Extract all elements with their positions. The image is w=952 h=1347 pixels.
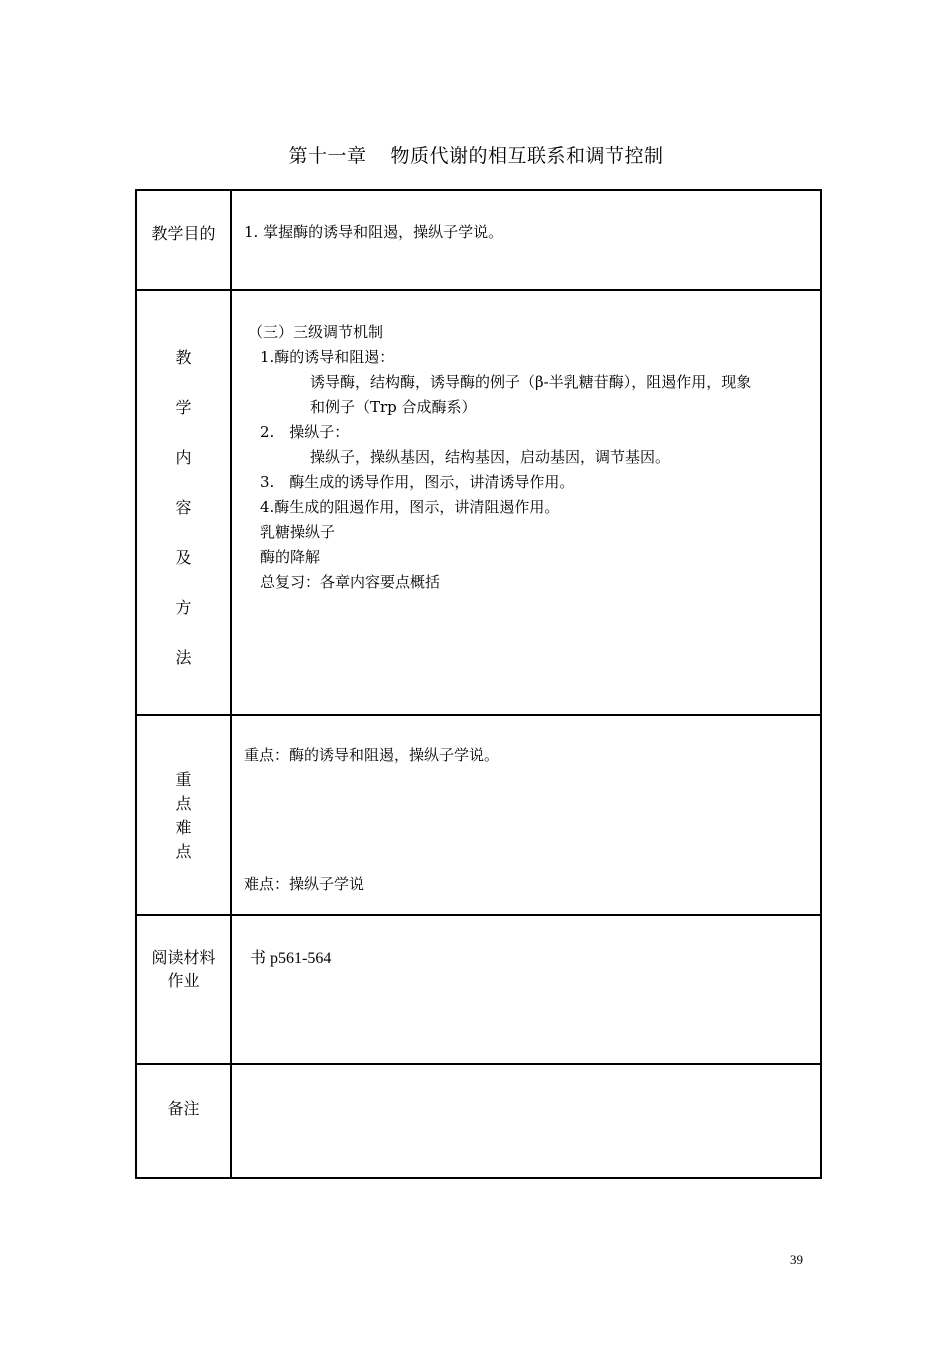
chapter-number: 第十一章 xyxy=(288,145,367,167)
notes-cell xyxy=(231,1064,821,1178)
list-item-detail: 操纵子，操纵基因，结构基因，启动基因，调节基因。 xyxy=(310,448,671,466)
list-item-detail: 诱导酶，结构酶，诱导酶的例子（β-半乳糖苷酶），阻遏作用，现象 xyxy=(310,373,752,391)
list-item-detail: 和例子（Trp 合成酶系） xyxy=(310,398,477,416)
teaching-purpose-cell xyxy=(231,190,821,290)
key-point-text: 重点：酶的诱导和阻遏，操纵子学说。 xyxy=(244,746,500,764)
lesson-plan-table xyxy=(135,189,822,1179)
label-char: 及 xyxy=(175,548,192,567)
notes-label: 备注 xyxy=(167,1099,200,1118)
reading-text: 书 p561-564 xyxy=(250,950,332,967)
content-method-row xyxy=(136,290,821,715)
label-char: 难 xyxy=(175,818,192,837)
key-points-label xyxy=(137,716,230,864)
label-char: 方 xyxy=(175,598,192,617)
label-char: 点 xyxy=(175,794,192,813)
list-item: 2. 操纵子： xyxy=(260,423,350,441)
content-method-cell xyxy=(231,290,821,715)
list-item: 酶的降解 xyxy=(260,548,321,566)
key-points-body xyxy=(232,716,820,894)
reading-homework-row xyxy=(136,915,821,1064)
label-char: 学 xyxy=(175,398,192,417)
teaching-purpose-label-cell xyxy=(136,190,231,290)
content-method-label-cell xyxy=(136,290,231,715)
reading-homework-label-cell xyxy=(136,915,231,1064)
teaching-purpose-label: 教学目的 xyxy=(151,224,216,243)
label-char: 内 xyxy=(175,448,192,467)
section-heading: （三）三级调节机制 xyxy=(248,323,384,341)
list-item: 总复习：各章内容要点概括 xyxy=(260,573,441,591)
list-item: 乳糖操纵子 xyxy=(260,523,336,541)
list-item: 4.酶生成的阻遏作用，图示，讲清阻遏作用。 xyxy=(260,498,560,516)
label-char: 法 xyxy=(175,648,192,667)
list-item: 3. 酶生成的诱导作用，图示，讲清诱导作用。 xyxy=(260,473,575,491)
notes-row xyxy=(136,1064,821,1178)
key-points-label-cell xyxy=(136,715,231,915)
label-char: 教 xyxy=(175,348,192,367)
label-char: 容 xyxy=(175,498,192,517)
difficult-point-text: 难点：操纵子学说 xyxy=(244,875,365,893)
page-title xyxy=(0,141,952,168)
key-points-row xyxy=(136,715,821,915)
reading-label: 阅读材料 xyxy=(151,948,216,967)
teaching-purpose-row xyxy=(136,190,821,290)
content-method-label xyxy=(137,291,230,697)
content-method-body xyxy=(232,291,820,595)
key-points-cell xyxy=(231,715,821,915)
homework-label: 作业 xyxy=(167,971,200,990)
notes-label-cell xyxy=(136,1064,231,1178)
label-char: 点 xyxy=(175,842,192,861)
reading-cell xyxy=(231,915,821,1064)
label-char: 重 xyxy=(175,770,192,789)
chapter-topic: 物质代谢的相互联系和调节控制 xyxy=(390,145,664,167)
teaching-purpose-text: 1. 掌握酶的诱导和阻遏，操纵子学说。 xyxy=(244,223,504,241)
list-item: 1.酶的诱导和阻遏： xyxy=(260,348,395,366)
page-number: 39 xyxy=(790,1252,803,1267)
